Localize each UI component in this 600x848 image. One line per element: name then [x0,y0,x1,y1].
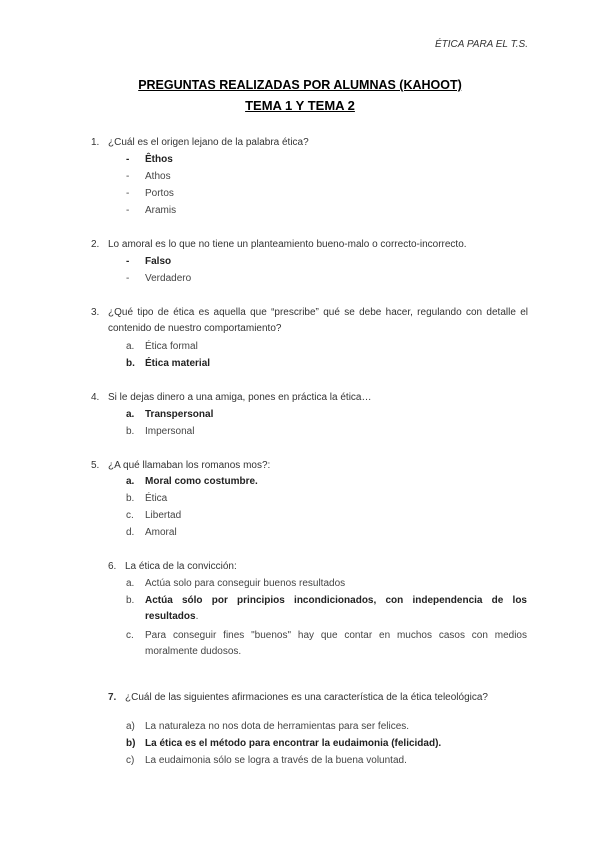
document-title: PREGUNTAS REALIZADAS POR ALUMNAS (KAHOOT) [138,78,462,92]
option-5-d [126,525,177,541]
option-text: Athos [145,171,171,182]
question-text: ¿Cuál es el origen lejano de la palabra ética? [108,137,309,148]
option-marker: c) [126,755,135,766]
option-marker: b. [126,426,135,437]
option-marker: a. [126,409,135,420]
option-marker: c. [126,630,134,641]
option-text: Moral como costumbre. [145,476,258,487]
document-subtitle: TEMA 1 Y TEMA 2 [245,98,355,113]
option-7-c [126,753,407,769]
question-3 [91,305,528,337]
option-5-a [126,474,258,490]
question-number: 7. [108,692,117,703]
question-text: ¿Qué tipo de ética es aquella que “prescribe” qué se debe hacer, regulando con detalle el contenido de nuestro comportamiento? [108,307,528,334]
option-1-3 [126,186,174,202]
option-5-c [126,508,182,524]
option-marker: d. [126,527,135,538]
option-text: La ética es el método para encontrar la eudaimonia (felicidad). [145,738,442,749]
option-marker: - [126,273,130,284]
option-3-a [126,339,198,355]
question-4 [91,390,372,406]
option-text: Ética formal [145,341,198,352]
question-text: ¿A qué llamaban los romanos mos?: [108,460,271,471]
option-text: Amoral [145,527,177,538]
question-2 [91,237,467,253]
option-text: Libertad [145,510,182,521]
question-number: 4. [91,392,100,403]
question-text: Lo amoral es lo que no tiene un planteamiento bueno-malo o correcto-incorrecto. [108,239,467,250]
question-5 [91,458,271,474]
option-text: Aramis [145,205,177,216]
option-1-2 [126,169,171,185]
question-6 [108,559,237,575]
option-text: Êthos [145,154,173,165]
question-1 [91,135,309,151]
option-text: Ética [145,493,168,504]
option-tail: . [195,611,199,622]
option-marker: - [126,205,130,216]
option-5-b [126,491,168,507]
option-marker: a. [126,476,135,487]
question-7 [108,690,488,706]
option-text: Ética material [145,358,211,369]
option-marker: b) [126,738,136,749]
option-text: Verdadero [145,273,192,284]
option-4-a [126,407,214,423]
option-marker: - [126,154,130,165]
option-text: Falso [145,256,172,267]
question-text: Si le dejas dinero a una amiga, pones en práctica la ética… [108,392,372,403]
option-marker: - [126,171,130,182]
question-text: La ética de la convicción: [125,561,237,572]
option-marker: - [126,256,130,267]
option-1-1 [126,152,173,168]
question-text: ¿Cuál de las siguientes afirmaciones es una característica de la ética teleológica? [125,692,488,703]
option-text: La naturaleza no nos dota de herramientas para ser felices. [145,721,410,732]
option-1-4 [126,203,177,219]
option-text: Transpersonal [145,409,214,420]
option-7-b [126,736,442,752]
option-marker: a. [126,578,135,589]
option-3-b [126,356,211,372]
option-marker: b. [126,595,135,606]
option-4-b [126,424,195,440]
running-header: ÉTICA PARA EL T.S. [435,39,528,50]
option-7-a [126,719,410,735]
question-number: 6. [108,561,117,572]
option-text: Impersonal [145,426,195,437]
option-text: Actúa sólo por principios incondicionados, con independencia de los resultados [145,595,527,622]
option-6-b [126,593,527,625]
option-2-2 [126,271,192,287]
option-marker: a. [126,341,135,352]
option-text: La eudaimonia sólo se logra a través de la buena voluntad. [145,755,407,766]
option-6-c [126,628,527,660]
option-marker: - [126,188,130,199]
option-text: Para conseguir fines "buenos" hay que contar en muchos casos con medios moralmente dudosos. [145,630,527,657]
option-text: Portos [145,188,174,199]
option-2-1 [126,254,172,270]
question-number: 3. [91,307,100,318]
option-marker: c. [126,510,134,521]
question-number: 2. [91,239,100,250]
option-marker: b. [126,493,135,504]
option-6-a [126,576,346,592]
question-number: 1. [91,137,100,148]
question-number: 5. [91,460,100,471]
option-marker: a) [126,721,135,732]
option-text: Actúa solo para conseguir buenos resultados [145,578,346,589]
option-marker: b. [126,358,135,369]
